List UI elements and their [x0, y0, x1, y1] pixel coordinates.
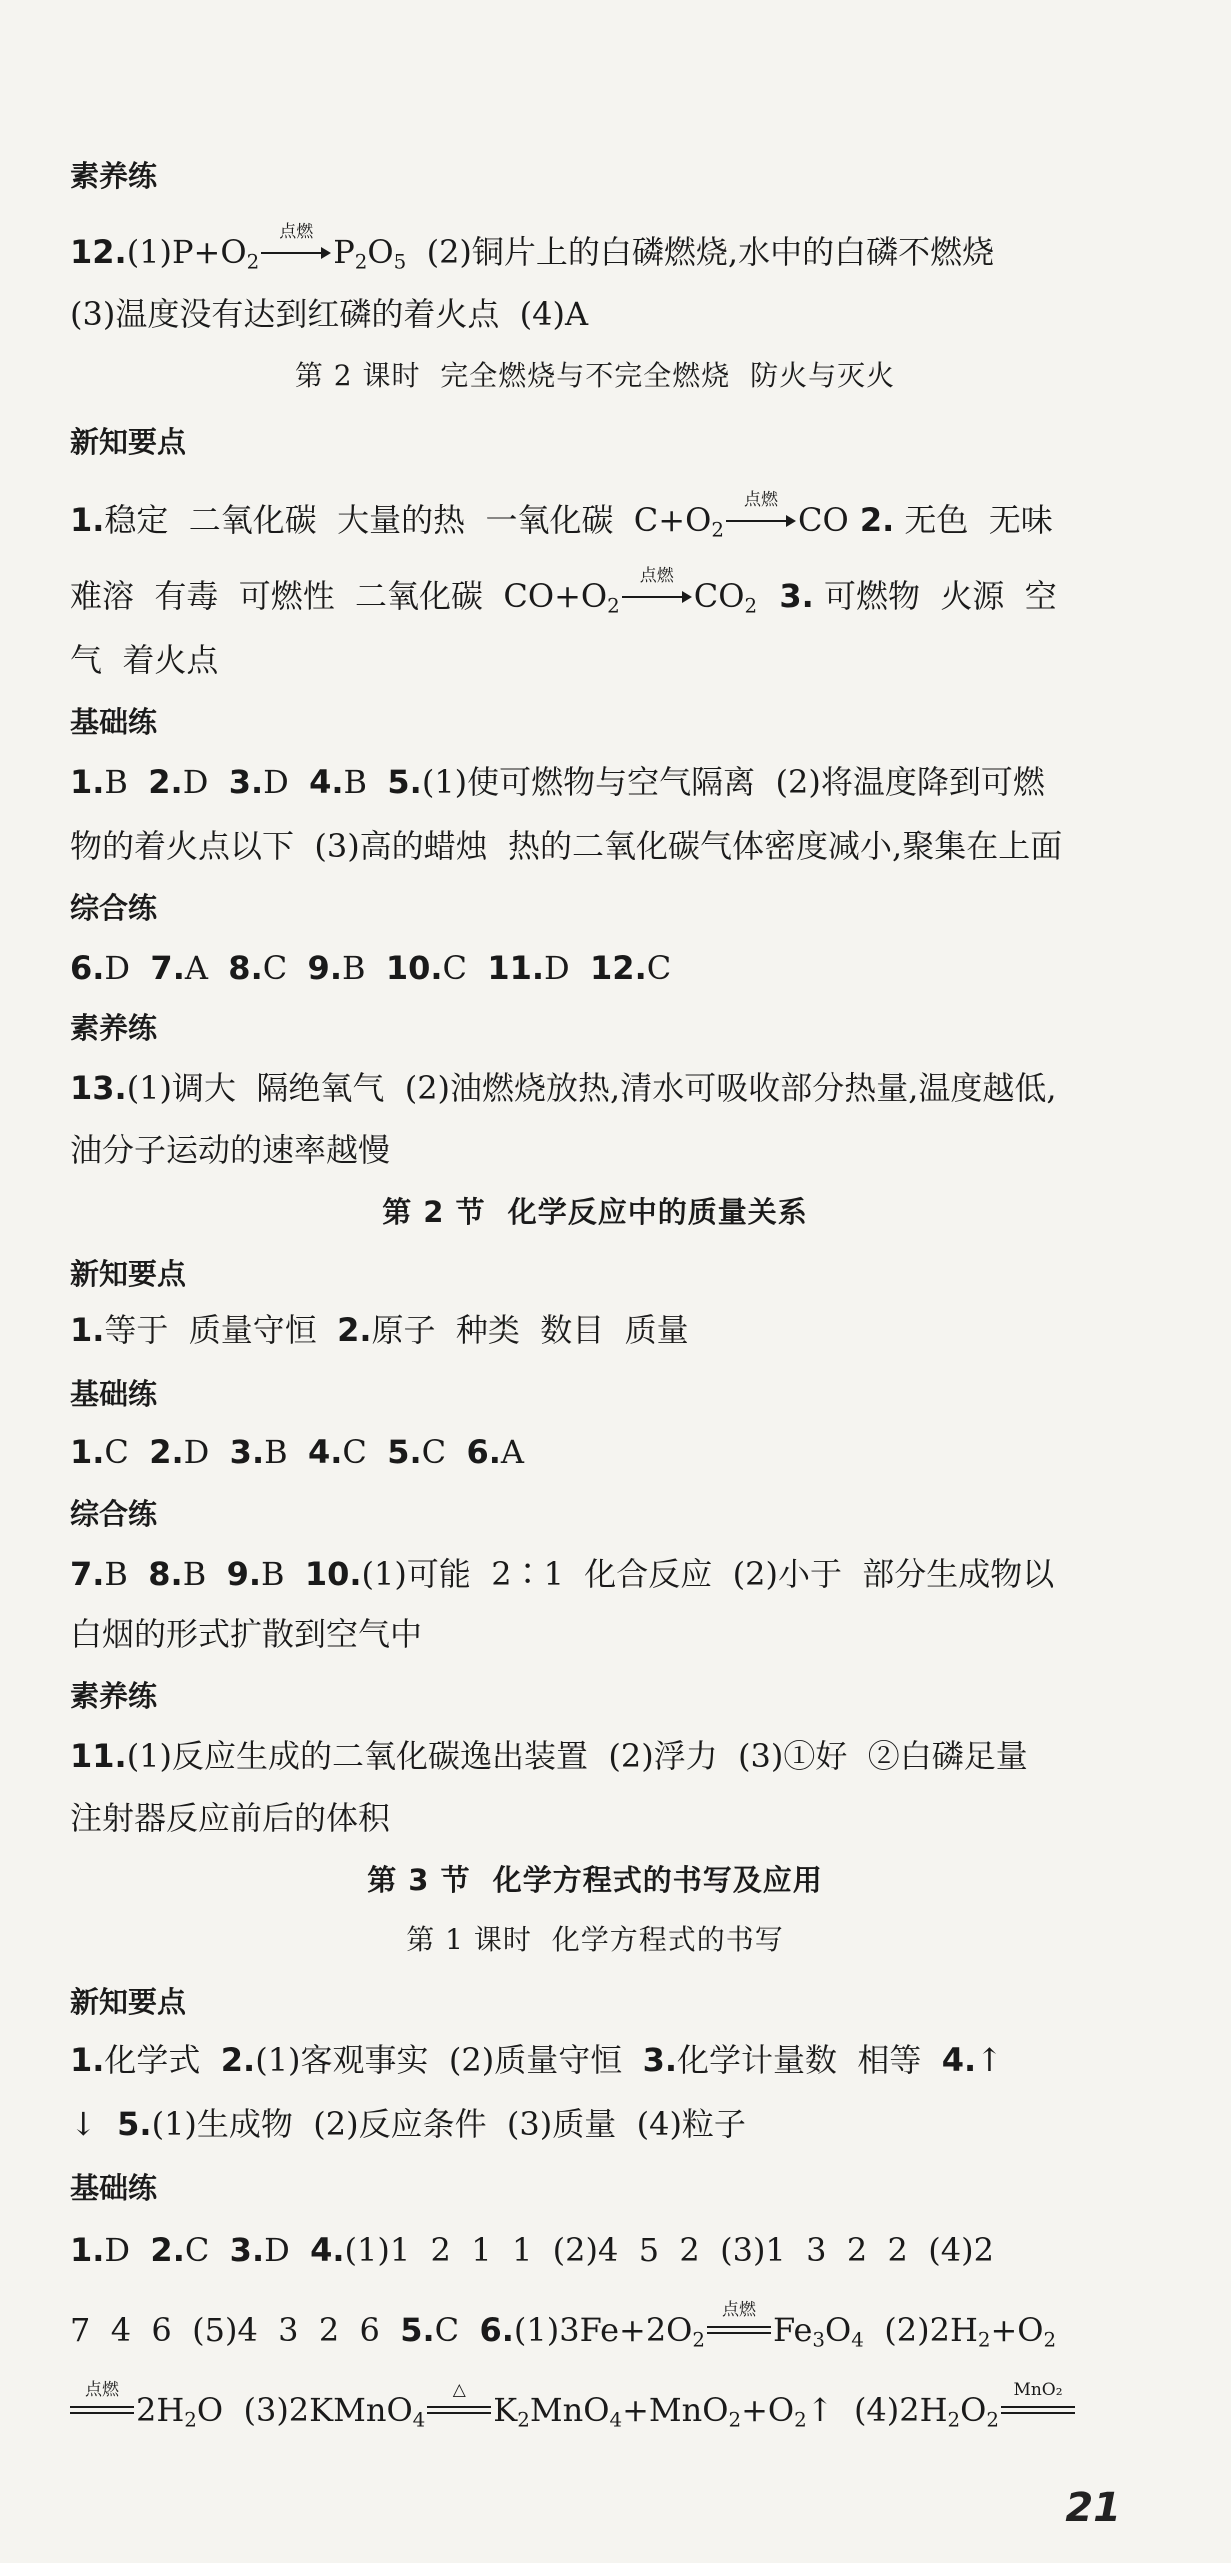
reaction-condition: 点燃 — [279, 222, 314, 242]
question-number: 1. — [70, 2041, 105, 2079]
subscript: 2 — [794, 2408, 807, 2432]
subscript: 4 — [609, 2408, 623, 2432]
answer-text: D — [104, 2231, 131, 2269]
answer-text: B — [341, 949, 366, 987]
reaction-condition: 点燃 — [743, 490, 778, 510]
subscript: 2 — [711, 518, 724, 542]
answer-text: +MnO — [622, 2391, 729, 2429]
knowledge-line-3: 气 着火点 — [70, 641, 219, 679]
question-number: 11. — [487, 949, 545, 987]
answer-text: O — [960, 2391, 987, 2429]
reaction-condition: 点燃 — [722, 2300, 757, 2320]
answer-text: D — [264, 2231, 290, 2269]
section-title-3: 第 3 节 化学方程式的书写及应用 — [367, 1863, 823, 1897]
reaction-equals — [707, 2300, 771, 2345]
answer-text: CO — [693, 577, 745, 615]
lesson-title: 第 2 课时 完全燃烧与不完全燃烧 防火与灭火 — [294, 359, 896, 392]
question-number: 10. — [385, 949, 443, 987]
section-label-xinzhi-3: 新知要点 — [70, 1985, 187, 2019]
answer-line-comprehensive-cont: 白烟的形式扩散到空气中 — [70, 1615, 423, 1653]
answer-text: (2)铜片上的白磷燃烧,水中的白磷不燃烧 — [406, 233, 995, 271]
subscript: 2 — [184, 2408, 197, 2432]
answer-text: C — [342, 1433, 367, 1471]
answer-line-basic-1 — [70, 758, 1120, 806]
answer-text: 等于 质量守恒 — [104, 1311, 317, 1349]
question-number: 2. — [148, 763, 183, 801]
answer-text: (1)P+O — [126, 233, 247, 271]
question-number: 13. — [70, 1069, 127, 1107]
question-number: 2. — [150, 2231, 185, 2269]
reaction-condition: 点燃 — [85, 2380, 119, 2400]
subscript: 4 — [412, 2408, 426, 2432]
question-number: 1. — [70, 501, 105, 539]
question-number: 1. — [70, 763, 105, 801]
answer-text: D — [182, 763, 209, 801]
subscript: 2 — [246, 250, 260, 274]
knowledge-line-2 — [70, 566, 1120, 620]
section-label-suyang: 素养练 — [70, 159, 158, 193]
answer-line-basic — [70, 1428, 1120, 1476]
subscript: 2 — [692, 2328, 706, 2352]
answer-text: C — [646, 949, 672, 987]
answer-text: B — [104, 763, 128, 801]
reaction-equals — [427, 2380, 491, 2425]
answer-text: 原子 种类 数目 质量 — [371, 1311, 689, 1349]
reaction-arrow — [726, 490, 796, 535]
lesson-title-2: 第 1 课时 化学方程式的书写 — [406, 1923, 784, 1956]
subscript: 2 — [986, 2408, 1000, 2432]
question-number: 5. — [400, 2311, 435, 2349]
answer-page — [70, 0, 1120, 2563]
section-label-suyang-2: 素养练 — [70, 1011, 158, 1045]
subscript: 3 — [812, 2328, 826, 2352]
answer-line-basic-5 — [70, 2380, 1120, 2434]
question-number: 3. — [229, 1433, 265, 1471]
answer-text: (1)可能 2∶1 化合反应 (2)小于 部分生成物以 — [361, 1555, 1055, 1593]
answer-text: ↑ (4)2H — [806, 2391, 948, 2429]
answer-text: B — [182, 1555, 207, 1593]
answer-text: P — [333, 233, 355, 271]
question-number: 2. — [220, 2041, 256, 2079]
reaction-condition: MnO₂ — [1013, 2380, 1063, 2400]
answer-text: MnO — [529, 2391, 610, 2429]
subscript: 2 — [977, 2328, 991, 2352]
section-label-zonghe: 综合练 — [70, 891, 158, 925]
question-number: 9. — [226, 1555, 261, 1593]
subscript: 2 — [607, 594, 620, 618]
answer-text: C — [434, 2311, 460, 2349]
question-number: 3. — [228, 763, 264, 801]
question-number: 6. — [479, 2311, 514, 2349]
question-number: 12. — [70, 233, 127, 271]
answer-text: (1)反应生成的二氧化碳逸出装置 (2)浮力 (3)①好 ②白磷足量 — [126, 1737, 1028, 1775]
answer-line-basic-3 — [70, 2226, 1120, 2274]
answer-line-q12 — [70, 222, 1120, 276]
answer-text: C — [262, 949, 288, 987]
answer-line-q12-cont: (3)温度没有达到红磷的着火点 (4)A — [70, 295, 589, 333]
answer-text: D — [104, 949, 131, 987]
answer-line-q13 — [70, 1064, 1120, 1112]
answer-text: A — [500, 1433, 524, 1471]
answer-text: A — [184, 949, 208, 987]
answer-text: ↓ — [70, 2105, 97, 2143]
answer-text: (1)3Fe+2O — [513, 2311, 693, 2349]
answer-text: B — [104, 1555, 128, 1593]
answer-text: O — [367, 233, 394, 271]
answer-text: D — [544, 949, 570, 987]
answer-line-q11-cont: 注射器反应前后的体积 — [70, 1799, 391, 1837]
knowledge-line-4 — [70, 2036, 1120, 2084]
answer-text: C — [104, 1433, 129, 1471]
answer-text: 化学计量数 相等 — [676, 2041, 922, 2079]
section-label-jichu: 基础练 — [70, 705, 158, 739]
answer-text: +O — [741, 2391, 795, 2429]
question-number: 7. — [70, 1555, 105, 1593]
answer-line-comprehensive — [70, 944, 1120, 992]
answer-line-comprehensive-2 — [70, 1550, 1120, 1598]
question-number: 3. — [229, 2231, 265, 2269]
reaction-equals — [1001, 2380, 1075, 2425]
question-number: 8. — [148, 1555, 183, 1593]
answer-line-q11 — [70, 1732, 1120, 1780]
question-number: 4. — [309, 763, 344, 801]
answer-text: D — [183, 1433, 210, 1471]
answer-text: +O — [990, 2311, 1044, 2349]
question-number: 4. — [307, 1433, 343, 1471]
answer-line-basic-2: 物的着火点以下 (3)高的蜡烛 热的二氧化碳气体密度减小,聚集在上面 — [70, 827, 1063, 865]
question-number: 12. — [590, 949, 647, 987]
page-number: 21 — [1065, 2485, 1121, 2531]
section-label-jichu-2: 基础练 — [70, 1377, 158, 1411]
section-label-xinzhi-2: 新知要点 — [70, 1257, 187, 1291]
section-label-jichu-3: 基础练 — [70, 2171, 158, 2205]
subscript: 2 — [728, 2408, 742, 2432]
answer-text: (2)2H — [863, 2311, 978, 2349]
reaction-arrow — [261, 222, 331, 267]
section-label-xinzhi: 新知要点 — [70, 425, 187, 459]
answer-text: C — [184, 2231, 210, 2269]
answer-text: 化学式 — [104, 2041, 201, 2079]
question-number: 5. — [387, 763, 422, 801]
question-number: 2. — [848, 501, 895, 539]
answer-text: B — [264, 1433, 288, 1471]
reaction-arrow — [622, 566, 692, 611]
question-number: 9. — [307, 949, 342, 987]
question-number: 1. — [70, 1433, 105, 1471]
answer-text: O (3)2KMnO — [196, 2391, 413, 2429]
question-number: 1. — [70, 1311, 105, 1349]
question-number: 11. — [70, 1737, 127, 1775]
answer-line-basic-4 — [70, 2300, 1120, 2354]
answer-text: 2H — [136, 2391, 185, 2429]
answer-line-q13-cont: 油分子运动的速率越慢 — [70, 1131, 391, 1169]
question-number: 8. — [228, 949, 263, 987]
question-number: 4. — [310, 2231, 345, 2269]
answer-text: (1)生成物 (2)反应条件 (3)质量 (4)粒子 — [151, 2105, 746, 2143]
question-number: 2. — [337, 1311, 372, 1349]
subscript: 2 — [517, 2408, 530, 2432]
answer-text: D — [263, 763, 289, 801]
subscript: 4 — [851, 2328, 864, 2352]
answer-text: K — [493, 2391, 518, 2429]
answer-text: C — [421, 1433, 447, 1471]
subscript: 2 — [354, 250, 368, 274]
subscript: 5 — [393, 250, 407, 274]
knowledge-line-1 — [70, 490, 1120, 544]
reaction-condition: △ — [452, 2380, 466, 2400]
answer-text: (1)调大 隔绝氧气 (2)油燃烧放热,清水可吸收部分热量,温度越低, — [126, 1069, 1057, 1107]
answer-text: C — [442, 949, 467, 987]
question-number: 6. — [466, 1433, 501, 1471]
question-number: 3. — [642, 2041, 677, 2079]
question-number: 2. — [149, 1433, 184, 1471]
question-number: 6. — [70, 949, 105, 987]
section-title: 第 2 节 化学反应中的质量关系 — [382, 1195, 808, 1229]
answer-text: 无色 无味 — [894, 501, 1053, 539]
question-number: 3. — [757, 577, 814, 615]
section-label-suyang-3: 素养练 — [70, 1679, 158, 1713]
answer-text: (1)客观事实 (2)质量守恒 — [255, 2041, 623, 2079]
answer-text: CO — [797, 501, 849, 539]
knowledge-line — [70, 1306, 1120, 1354]
answer-text: Fe — [773, 2311, 813, 2349]
answer-text: 7 4 6 (5)4 3 2 6 — [70, 2311, 380, 2349]
subscript: 2 — [947, 2408, 961, 2432]
answer-text: (1)1 2 1 1 (2)4 5 2 (3)1 3 2 2 (4)2 — [344, 2231, 994, 2269]
question-number: 5. — [387, 1433, 422, 1471]
answer-text: (1)使可燃物与空气隔离 (2)将温度降到可燃 — [421, 763, 1045, 801]
section-label-zonghe-2: 综合练 — [70, 1497, 158, 1531]
reaction-condition: 点燃 — [639, 566, 674, 586]
question-number: 10. — [304, 1555, 362, 1593]
question-number: 4. — [941, 2041, 977, 2079]
answer-text: 稳定 二氧化碳 大量的热 一氧化碳 C+O — [104, 501, 712, 539]
question-number: 1. — [70, 2231, 105, 2269]
subscript: 2 — [1043, 2328, 1057, 2352]
subscript: 2 — [744, 594, 758, 618]
reaction-equals — [70, 2380, 134, 2425]
answer-text: O — [825, 2311, 852, 2349]
answer-text: 难溶 有毒 可燃性 二氧化碳 CO+O — [70, 577, 608, 615]
knowledge-line-5 — [70, 2100, 1120, 2148]
question-number: 5. — [117, 2105, 152, 2143]
answer-text: B — [260, 1555, 285, 1593]
answer-text: ↑ — [976, 2041, 1003, 2079]
answer-text: 可燃物 火源 空 — [813, 577, 1057, 615]
answer-text: B — [343, 763, 368, 801]
question-number: 7. — [150, 949, 185, 987]
